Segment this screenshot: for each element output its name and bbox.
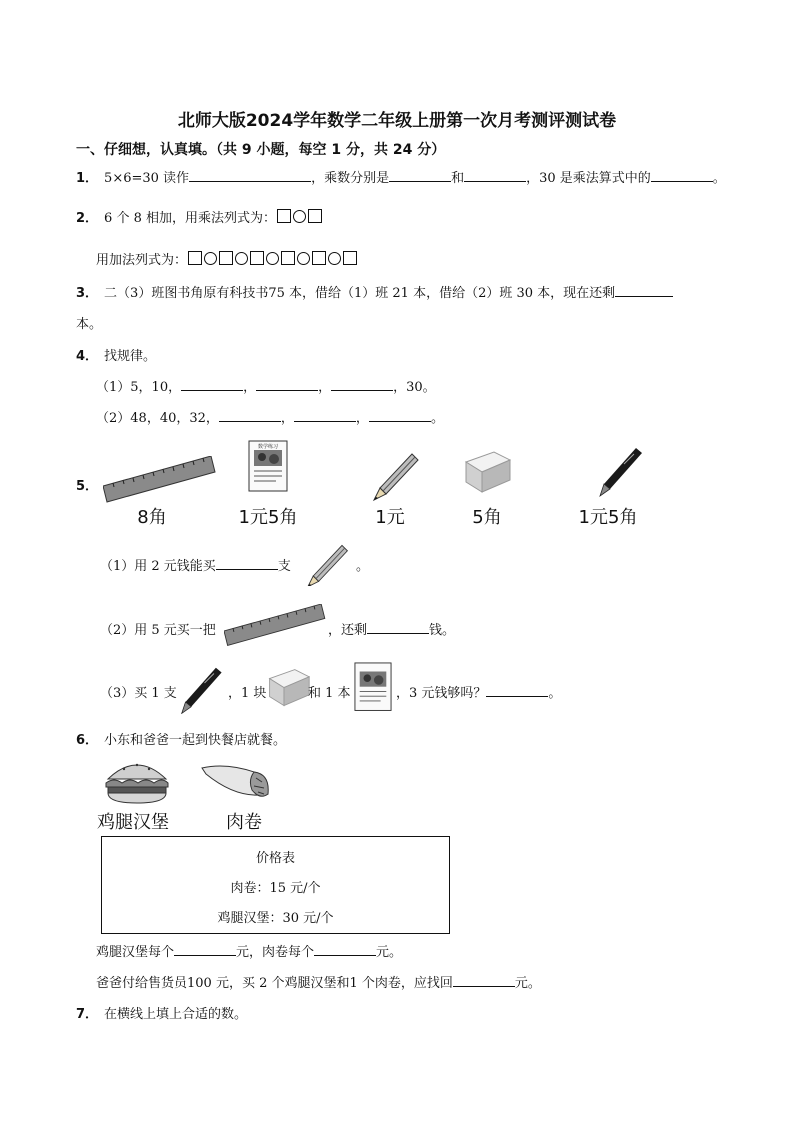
answer-blank[interactable] [486,684,548,697]
question-5 [76,475,104,494]
price-row-burger: 鸡腿汉堡：30 元/个 [217,911,334,926]
question-3: 3． 二（3）班图书角原有科技书75 本，借给（1）班 21 本，借给（2）班 30 本，现在还剩 [76,282,673,301]
meat-roll-image [198,760,274,808]
question-number: 3． [76,286,99,301]
price-pen: 1元5角 [578,507,638,528]
answer-blank[interactable] [464,169,526,182]
question-6: 6． 小东和爸爸一起到快餐店就餐。 [76,733,287,748]
answer-blank[interactable] [389,169,451,182]
answer-blank[interactable] [369,409,431,422]
answer-blank[interactable] [331,378,393,391]
box-blank[interactable] [308,209,322,223]
answer-blank[interactable] [367,621,429,634]
question-6-line-2: 爸爸付给售货员100 元，买 2 个鸡腿汉堡和1 个肉卷，应找回 元。 [96,976,541,991]
answer-blank[interactable] [651,169,713,182]
question-4-sequence-2: （2）48，40，32， ， ， 。 [96,411,444,426]
question-number: 5． [76,479,99,494]
circle-blank[interactable] [328,252,341,265]
question-2-addition: 用加法列式为： [96,249,358,268]
question-number: 7． [76,1007,99,1022]
answer-blank[interactable] [181,378,243,391]
price-table [101,836,450,934]
circle-blank[interactable] [293,210,306,223]
answer-blank[interactable] [256,378,318,391]
food-label-burger: 鸡腿汉堡 [97,812,169,833]
circle-blank[interactable] [297,252,310,265]
book-icon [354,662,394,714]
question-5-part-3: （3）买 1 支 [100,686,177,701]
question-5-part-1: （1）用 2 元钱能买 支 [100,559,291,574]
box-blank[interactable] [188,251,202,265]
price-book: 1元5角 [238,507,298,528]
page-title: 北师大版2024学年数学二年级上册第一次月考测评测试卷 [177,111,617,131]
price-table-title: 价格表 [255,851,295,866]
answer-blank[interactable] [615,284,673,297]
box-blank[interactable] [277,209,291,223]
question-number: 1． [76,171,99,186]
answer-blank[interactable] [174,943,236,956]
box-blank[interactable] [281,251,295,265]
burger-image [104,757,170,805]
price-ruler: 8角 [137,507,167,528]
eraser-image [462,448,512,496]
answer-blank[interactable] [219,409,281,422]
ruler-image [103,456,217,504]
pencil-icon [306,540,356,586]
question-4: 4． 找规律。 [76,349,157,364]
answer-blank[interactable] [216,557,278,570]
question-4-sequence-1: （1）5，10， ， ， ，30。 [96,380,436,395]
price-pencil: 1元 [375,507,405,528]
eraser-icon [266,666,310,710]
section-heading: 一、仔细想，认真填。（共 9 小题，每空 1 分，共 24 分） [76,142,446,158]
box-blank[interactable] [250,251,264,265]
question-5-part-2: （2）用 5 元买一把 [100,623,216,638]
question-2: 2． 6 个 8 相加，用乘法列式为： [76,207,323,226]
circle-blank[interactable] [266,252,279,265]
circle-blank[interactable] [235,252,248,265]
answer-blank[interactable] [453,974,515,987]
box-blank[interactable] [343,251,357,265]
book-image [248,440,290,494]
food-label-roll: 肉卷 [226,812,262,833]
circle-blank[interactable] [204,252,217,265]
box-blank[interactable] [312,251,326,265]
ruler-icon [224,604,326,648]
price-eraser: 5角 [472,507,502,528]
svg-text:数学练习: 数学练习 [257,444,279,450]
question-1: 1． 5×6=30 读作 ，乘数分别是 和 ，30 是乘法算式中的 。 [76,171,726,186]
price-row-roll: 肉卷：15 元/个 [230,881,321,896]
question-number: 2． [76,211,99,226]
question-3-tail: 本。 [76,317,103,332]
question-number: 4． [76,349,99,364]
answer-blank[interactable] [189,169,311,182]
question-6-line-1: 鸡腿汉堡每个 元，肉卷每个 元。 [96,945,403,960]
question-number: 6． [76,733,99,748]
pen-icon [176,664,226,714]
box-blank[interactable] [219,251,233,265]
pencil-image [372,448,422,502]
answer-blank[interactable] [294,409,356,422]
question-7: 7． 在横线上填上合适的数。 [76,1007,248,1022]
pen-image [594,444,644,498]
answer-blank[interactable] [314,943,376,956]
